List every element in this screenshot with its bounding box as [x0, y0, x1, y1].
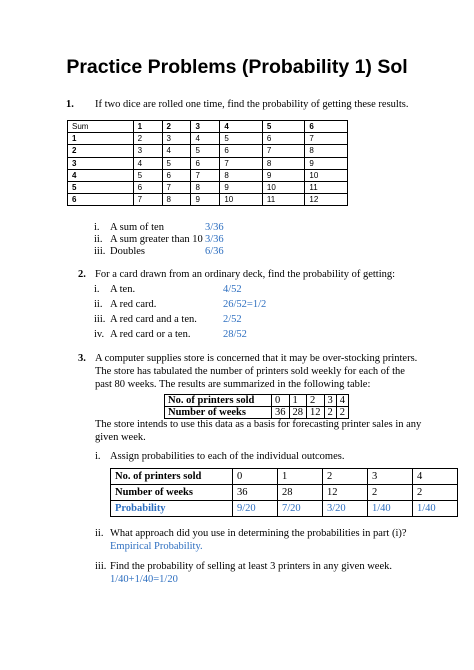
q1-item-answer: 3/36	[205, 234, 224, 245]
q3-sub-text: Find the probability of selling at least 3 printers in any given week.	[110, 561, 392, 572]
table-cell: 1	[289, 395, 307, 407]
dice-table-row-header: 5	[68, 181, 134, 193]
table-cell: 3/20	[323, 501, 368, 517]
table-row	[111, 485, 458, 501]
q2-item-text: A ten.	[110, 284, 136, 295]
q3-sub-label: iii.	[95, 561, 107, 572]
table-cell: 1/40	[368, 501, 413, 517]
table-cell: 2	[323, 469, 368, 485]
dice-table-row	[68, 181, 348, 193]
table-cell: 0	[272, 395, 290, 407]
q2-item-label: iv.	[94, 329, 105, 340]
table-cell: 12	[323, 485, 368, 501]
q2-item-label: iii.	[94, 314, 106, 325]
table-row-label: No. of printers sold	[111, 469, 233, 485]
table-row	[111, 501, 458, 517]
q3-text-line: given week.	[95, 432, 146, 443]
dice-table-cell: 10	[262, 181, 305, 193]
table-cell: 2	[413, 485, 458, 501]
dice-table-header-cell: 2	[162, 121, 191, 133]
table-cell: 28	[278, 485, 323, 501]
dice-table-cell: 5	[162, 157, 191, 169]
table-cell: 3	[368, 469, 413, 485]
dice-table-cell: 5	[220, 133, 263, 145]
dice-table-row-header: 3	[68, 157, 134, 169]
dice-table-row	[68, 145, 348, 157]
dice-table-row-header: 4	[68, 169, 134, 181]
table-row-label: No. of printers sold	[165, 395, 272, 407]
q2-item-text: A red card or a ten.	[110, 329, 191, 340]
dice-table-row	[68, 169, 348, 181]
dice-table-row	[68, 157, 348, 169]
table-cell: 36	[233, 485, 278, 501]
table-row	[165, 395, 349, 407]
table-cell: 12	[307, 407, 325, 419]
dice-table-header-row	[68, 121, 348, 133]
dice-table-cell: 7	[305, 133, 348, 145]
q1-item-text: Doubles	[110, 246, 145, 257]
table-cell: 4	[336, 395, 348, 407]
q2-item-text: A red card.	[110, 299, 157, 310]
dice-table-cell: 8	[262, 157, 305, 169]
dice-table-cell: 6	[133, 181, 162, 193]
dice-table-cell: 8	[305, 145, 348, 157]
dice-table-cell: 4	[133, 157, 162, 169]
q2-item-label: ii.	[94, 299, 103, 310]
dice-sum-table	[67, 120, 348, 206]
q2-item-answer: 2/52	[223, 314, 242, 325]
dice-table-row	[68, 194, 348, 206]
dice-table-cell: 5	[133, 169, 162, 181]
dice-table-cell: 6	[191, 157, 220, 169]
q2-text: For a card drawn from an ordinary deck, find the probability of getting:	[95, 269, 396, 280]
q1-item-answer: 3/36	[205, 222, 224, 233]
dice-table-header-cell: 1	[133, 121, 162, 133]
q3-text-line: past 80 weeks. The results are summarized in the following table:	[95, 379, 371, 390]
table-cell: 7/20	[278, 501, 323, 517]
dice-table-header-cell: 4	[220, 121, 263, 133]
table-cell: 28	[289, 407, 307, 419]
dice-table-row	[68, 133, 348, 145]
q1-item-label: iii.	[94, 246, 106, 257]
dice-table-cell: 8	[220, 169, 263, 181]
table-cell: 1	[278, 469, 323, 485]
q3-sub-label: i.	[95, 451, 101, 462]
table-row-label: Number of weeks	[111, 485, 233, 501]
dice-table-cell: 9	[305, 157, 348, 169]
q1-item-text: A sum of ten	[110, 222, 164, 233]
q3-sub-text: Assign probabilities to each of the individual outcomes.	[110, 451, 345, 462]
printers-sold-table	[164, 394, 349, 419]
dice-table-cell: 6	[162, 169, 191, 181]
dice-table-cell: 2	[133, 133, 162, 145]
dice-table-cell: 11	[305, 181, 348, 193]
dice-table-cell: 9	[220, 181, 263, 193]
table-row	[111, 469, 458, 485]
q3-sub-answer: Empirical Probability.	[110, 541, 203, 552]
table-row-label: Probability	[111, 501, 233, 517]
q3-number: 3.	[78, 353, 86, 364]
table-cell: 1/40	[413, 501, 458, 517]
dice-table-cell: 7	[262, 145, 305, 157]
dice-table-cell: 7	[133, 194, 162, 206]
q1-item-label: ii.	[94, 234, 103, 245]
q1-item-answer: 6/36	[205, 246, 224, 257]
page-title: Practice Problems (Probability 1) Sol	[66, 56, 408, 78]
dice-table-cell: 6	[220, 145, 263, 157]
dice-table-cell: 7	[191, 169, 220, 181]
q3-text-line: A computer supplies store is concerned that it may be over-stocking printers.	[95, 353, 418, 364]
dice-table-cell: 7	[162, 181, 191, 193]
dice-table-cell: 9	[262, 169, 305, 181]
dice-table-cell: 10	[305, 169, 348, 181]
q2-item-answer: 4/52	[223, 284, 242, 295]
table-row-label: Number of weeks	[165, 407, 272, 419]
dice-table-header-cell: 5	[262, 121, 305, 133]
table-cell: 2	[368, 485, 413, 501]
dice-table-cell: 5	[191, 145, 220, 157]
dice-table-cell: 11	[262, 194, 305, 206]
q3-text-line: The store has tabulated the number of printers sold weekly for each of the	[95, 366, 405, 377]
table-cell: 2	[324, 407, 336, 419]
q1-text: If two dice are rolled one time, find the probability of getting these results.	[95, 99, 409, 110]
q2-item-text: A red card and a ten.	[110, 314, 197, 325]
dice-table-header-cell: 3	[191, 121, 220, 133]
q3-sub-answer: 1/40+1/40=1/20	[110, 574, 178, 585]
table-cell: 2	[336, 407, 348, 419]
dice-table-cell: 3	[133, 145, 162, 157]
dice-table-cell: 6	[262, 133, 305, 145]
dice-table-cell: 10	[220, 194, 263, 206]
q1-item-text: A sum greater than 10	[110, 234, 203, 245]
dice-table-row-header: 2	[68, 145, 134, 157]
q1-item-label: i.	[94, 222, 100, 233]
dice-table-cell: 8	[162, 194, 191, 206]
q3-sub-text: What approach did you use in determining the probabilities in part (i)?	[110, 528, 407, 539]
q2-item-answer: 26/52=1/2	[223, 299, 267, 310]
table-cell: 3	[324, 395, 336, 407]
dice-table-cell: 8	[191, 181, 220, 193]
table-cell: 9/20	[233, 501, 278, 517]
dice-table-cell: 7	[220, 157, 263, 169]
dice-table-cell: 9	[191, 194, 220, 206]
table-cell: 0	[233, 469, 278, 485]
dice-table-cell: 12	[305, 194, 348, 206]
q2-number: 2.	[78, 269, 86, 280]
q2-item-label: i.	[94, 284, 100, 295]
table-row	[165, 407, 349, 419]
table-cell: 2	[307, 395, 325, 407]
dice-table-cell: 3	[162, 133, 191, 145]
dice-table-header-cell: 6	[305, 121, 348, 133]
table-cell: 36	[272, 407, 290, 419]
probability-table	[110, 468, 458, 517]
dice-table-row-header: 6	[68, 194, 134, 206]
table-cell: 4	[413, 469, 458, 485]
dice-table-row-header: 1	[68, 133, 134, 145]
q2-item-answer: 28/52	[223, 329, 247, 340]
dice-table-cell: 4	[191, 133, 220, 145]
dice-table-header-cell: Sum	[68, 121, 134, 133]
q3-sub-label: ii.	[95, 528, 104, 539]
dice-table-cell: 4	[162, 145, 191, 157]
q3-text-line: The store intends to use this data as a basis for forecasting printer sales in any	[95, 419, 422, 430]
q1-number: 1.	[66, 99, 74, 110]
